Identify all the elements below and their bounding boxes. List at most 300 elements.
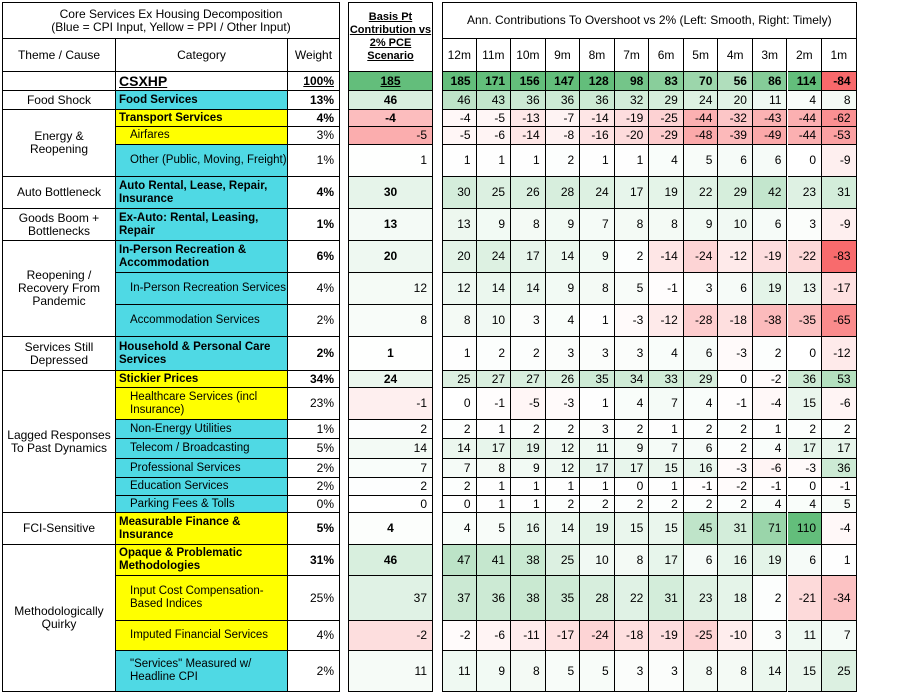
row-bps-text: 12 [413, 281, 427, 295]
row-value-text: -14 [660, 249, 678, 263]
row-value-text: 8 [636, 552, 644, 567]
col-period-text: 9m [554, 47, 571, 62]
row-value [615, 241, 650, 273]
row-value-text: 3 [636, 346, 644, 360]
row-value [615, 621, 650, 651]
row-value-text: 15 [664, 521, 678, 535]
row-weight-text: 2% [316, 479, 334, 493]
row-value [718, 621, 753, 651]
row-weight [288, 621, 340, 651]
row-bps [348, 91, 433, 110]
row-value-text: 34 [629, 371, 644, 386]
row-category [116, 177, 288, 209]
row-value [580, 459, 615, 478]
row-value [615, 439, 650, 459]
row-category-text: Education Services [130, 480, 229, 492]
row-value [511, 496, 546, 513]
row-value-text: 15 [629, 521, 644, 535]
row-value-text: 5 [843, 496, 851, 511]
row-value-text: 6 [774, 153, 782, 167]
row-bps-text: 0 [420, 496, 427, 511]
row-value [580, 651, 615, 692]
row-weight [288, 145, 340, 177]
row-value-text: 5 [567, 663, 575, 678]
theme-label [2, 91, 116, 110]
table-subtitle: (Blue = CPI Input, Yellow = PPI / Other Input) [51, 19, 291, 34]
row-value-text: 2 [532, 346, 540, 360]
row-value-text: -14 [522, 128, 540, 142]
row-bps [348, 145, 433, 177]
row-value-text: 17 [491, 441, 506, 455]
row-bps-text: 11 [414, 663, 427, 678]
row-value [615, 127, 650, 145]
theme-label-text: Services Still Depressed [24, 339, 94, 367]
row-bps [348, 337, 433, 371]
row-bps [348, 177, 433, 209]
row-value-text: 25 [837, 663, 851, 678]
row-value-text: 4 [671, 346, 678, 360]
col-period-text: 7m [623, 47, 640, 62]
row-category [116, 273, 288, 305]
row-value [442, 651, 477, 692]
row-value [580, 241, 615, 273]
row-value [580, 145, 615, 177]
row-value [649, 305, 684, 337]
row-value-text: 4 [809, 92, 817, 107]
row-bps-text: 4 [387, 521, 394, 535]
row-value [788, 420, 823, 439]
row-value [615, 209, 650, 241]
row-category [116, 305, 288, 337]
row-value-text: 1 [532, 496, 540, 511]
row-value [718, 513, 753, 545]
row-value-text: 29 [733, 185, 747, 199]
row-value-text: 2 [740, 421, 747, 436]
row-value-text: 10 [733, 217, 747, 231]
row-value-text: 26 [560, 371, 575, 386]
row-value [822, 621, 857, 651]
row-value-text: 27 [491, 371, 506, 386]
row-value [649, 209, 684, 241]
row-value [442, 273, 477, 305]
row-value [477, 371, 512, 388]
row-value-text: 7 [463, 460, 471, 475]
row-value-text: 0 [809, 479, 817, 493]
row-value-text: 9 [532, 460, 540, 475]
row-value-text: -44 [798, 110, 817, 125]
row-bps [348, 496, 433, 513]
row-value [442, 209, 477, 241]
row-weight-text: 2% [316, 663, 334, 678]
row-value [511, 478, 546, 496]
row-value-text: 36 [802, 371, 817, 386]
row-value-text: -8 [563, 128, 575, 142]
row-value [477, 209, 512, 241]
row-weight [288, 337, 340, 371]
row-value-text: 32 [629, 92, 644, 107]
row-value [442, 110, 477, 127]
row-value [580, 478, 615, 496]
row-value-text: 3 [636, 663, 644, 678]
row-value [822, 576, 857, 621]
row-value [649, 651, 684, 692]
row-value-text: 2 [740, 496, 747, 511]
row-category [116, 91, 288, 110]
row-category [116, 145, 288, 177]
row-value [753, 545, 788, 576]
row-value [649, 621, 684, 651]
row-value [822, 127, 857, 145]
row-value-text: 33 [664, 371, 678, 386]
row-value-text: 8 [705, 663, 713, 678]
row-value-text: 2 [602, 496, 609, 511]
row-value-text: -1 [701, 479, 713, 493]
row-value-text: -6 [494, 628, 506, 642]
row-value [684, 337, 719, 371]
row-value [546, 545, 581, 576]
row-value [546, 177, 581, 209]
row-weight [288, 371, 340, 388]
theme-label-text: Food Shock [26, 92, 92, 107]
row-weight-text: 31% [309, 552, 334, 567]
row-value [822, 513, 857, 545]
row-category [116, 337, 288, 371]
row-value-text: 3 [774, 628, 782, 642]
row-value-text: 19 [768, 281, 782, 295]
row-value-text: -35 [798, 313, 817, 327]
col-period [477, 39, 512, 72]
row-value [477, 110, 512, 127]
row-value [788, 388, 823, 420]
row-value-text: -1 [494, 396, 506, 410]
row-value-text: 2 [671, 496, 678, 511]
row-value [477, 651, 512, 692]
row-value-text: 9 [636, 441, 644, 455]
row-weight [288, 388, 340, 420]
row-value [649, 439, 684, 459]
row-value [753, 145, 788, 177]
row-value [615, 545, 650, 576]
row-value-text: 46 [457, 92, 471, 107]
col-weight-text: Weight [294, 47, 333, 62]
row-category-text: Transport Services [119, 111, 223, 124]
row-category [116, 241, 288, 273]
row-value [546, 241, 581, 273]
row-value-text: -49 [764, 128, 782, 142]
row-value [442, 576, 477, 621]
row-value-text: -4 [770, 396, 782, 410]
row-value [477, 127, 512, 145]
row-bps [348, 576, 433, 621]
row-value [684, 241, 719, 273]
theme-blank [2, 72, 116, 91]
row-value-text: 2 [705, 421, 713, 436]
row-value [788, 127, 823, 145]
row-value [753, 651, 788, 692]
row-value-text: 28 [560, 185, 575, 199]
row-value [477, 439, 512, 459]
row-bps-text: 46 [383, 92, 398, 107]
row-value-text: 71 [768, 521, 782, 535]
row-value-text: 11 [803, 628, 817, 642]
row-value [718, 305, 753, 337]
col-period-text: 5m [692, 47, 709, 62]
row-weight-text: 13% [309, 92, 334, 107]
row-value-text: 0 [636, 479, 644, 493]
theme-label-text: Goods Boom + Bottlenecks [18, 210, 100, 238]
row-value-text: 6 [774, 217, 782, 231]
row-value-text: 4 [774, 496, 782, 511]
row-weight-text: 0% [316, 496, 334, 511]
row-value [615, 305, 650, 337]
row-bps-text: -2 [416, 628, 427, 642]
row-value-text: -38 [764, 313, 782, 327]
row-value [822, 388, 857, 420]
row-value-text: 4 [774, 441, 782, 455]
row-value [546, 420, 581, 439]
row-category-text: CSXHP [119, 72, 168, 89]
row-value [511, 209, 546, 241]
row-value-text: -19 [764, 249, 782, 263]
row-value [546, 576, 581, 621]
row-value [684, 72, 719, 91]
row-value-text: -84 [833, 73, 851, 88]
row-value [546, 439, 581, 459]
row-value-text: 10 [491, 313, 506, 327]
row-weight-text: 25% [309, 590, 334, 605]
row-value [442, 545, 477, 576]
col-period [580, 39, 615, 72]
row-value [718, 388, 753, 420]
row-value [442, 513, 477, 545]
row-value [511, 72, 546, 91]
row-value-text: 36 [837, 460, 851, 475]
row-value [684, 177, 719, 209]
row-value-text: 17 [664, 552, 678, 567]
row-value-text: -83 [833, 249, 851, 263]
row-value [511, 439, 546, 459]
row-value-text: 19 [664, 185, 678, 199]
theme-label [2, 513, 116, 545]
row-value-text: -3 [736, 460, 747, 475]
row-value [649, 91, 684, 110]
row-value [788, 305, 823, 337]
row-bps-text: 2 [420, 479, 427, 493]
row-value-text: -24 [695, 249, 713, 263]
bps-header [348, 2, 433, 72]
row-value [580, 305, 615, 337]
row-value [442, 305, 477, 337]
row-value-text: -3 [736, 346, 747, 360]
row-value-text: 2 [843, 421, 851, 436]
row-value [580, 420, 615, 439]
row-weight-text: 4% [316, 185, 334, 199]
row-value [477, 388, 512, 420]
row-value-text: 3 [671, 663, 678, 678]
col-period-text: 10m [516, 47, 540, 62]
row-value-text: 8 [532, 217, 540, 231]
row-value [718, 145, 753, 177]
row-value [718, 241, 753, 273]
row-value [649, 576, 684, 621]
row-value-text: -17 [833, 281, 851, 295]
row-value-text: 5 [602, 663, 609, 678]
row-value-text: 2 [636, 249, 644, 263]
row-value-text: 47 [457, 552, 471, 567]
row-bps-text: 7 [420, 460, 427, 475]
row-value-text: 6 [705, 552, 713, 567]
row-value-text: -1 [667, 281, 678, 295]
row-category [116, 209, 288, 241]
row-value-text: 3 [602, 346, 609, 360]
row-value [442, 371, 477, 388]
col-period-text: 8m [588, 47, 606, 62]
row-value-text: 25 [491, 185, 506, 199]
col-period-text: 6m [657, 47, 675, 62]
row-value [442, 478, 477, 496]
row-category-text: Professional Services [130, 461, 241, 474]
row-value-text: 156 [519, 73, 540, 88]
row-value [511, 177, 546, 209]
row-value-text: 8 [498, 460, 506, 475]
row-value [788, 241, 823, 273]
row-value-text: 1 [774, 421, 782, 436]
row-value-text: -32 [729, 110, 747, 125]
row-value-text: 22 [629, 590, 644, 605]
row-value-text: 19 [595, 521, 609, 535]
row-value [477, 337, 512, 371]
row-value-text: 147 [554, 73, 575, 88]
row-value [546, 72, 581, 91]
row-value-text: 1 [602, 153, 609, 167]
row-value-text: -19 [660, 628, 678, 642]
row-value [442, 177, 477, 209]
row-weight [288, 545, 340, 576]
row-value-text: 0 [809, 346, 817, 360]
row-bps-text: 8 [420, 313, 427, 327]
row-bps [348, 388, 433, 420]
row-value [788, 110, 823, 127]
row-value-text: 12 [457, 281, 471, 295]
col-category [116, 39, 288, 72]
row-value-text: 8 [740, 663, 747, 678]
row-category [116, 420, 288, 439]
row-value [788, 621, 823, 651]
row-value [822, 337, 857, 371]
theme-label [2, 545, 116, 692]
row-value-text: 23 [699, 590, 713, 605]
row-value-text: 17 [802, 441, 817, 455]
row-value-text: 2 [567, 421, 575, 436]
row-weight-text: 1% [316, 217, 334, 231]
row-value [684, 127, 719, 145]
row-bps [348, 621, 433, 651]
theme-label-text: Lagged Responses To Past Dynamics [7, 427, 111, 455]
row-value-text: 16 [699, 460, 713, 475]
col-period [546, 39, 581, 72]
row-category-text: "Services" Measured w/ Headline CPI [130, 658, 252, 683]
row-bps-text: 46 [383, 552, 398, 567]
row-value [649, 145, 684, 177]
row-value [580, 621, 615, 651]
row-value [788, 177, 823, 209]
row-value-text: 2 [809, 421, 817, 436]
row-value-text: 25 [457, 371, 471, 386]
row-value-text: 19 [526, 441, 540, 455]
row-value-text: 3 [705, 281, 713, 295]
row-bps [348, 439, 433, 459]
row-value [477, 513, 512, 545]
row-value-text: 17 [629, 460, 644, 475]
row-value-text: 9 [498, 217, 506, 231]
row-weight-text: 5% [316, 521, 334, 535]
col-period [718, 39, 753, 72]
row-weight-text: 1% [316, 153, 334, 167]
row-value-text: 8 [671, 217, 678, 231]
row-bps-text: 30 [383, 185, 398, 199]
row-value-text: 0 [463, 396, 471, 410]
row-value [684, 513, 719, 545]
row-value-text: 1 [602, 396, 609, 410]
row-value-text: 19 [768, 552, 782, 567]
row-value-text: 11 [458, 663, 471, 678]
row-value-text: 1 [498, 153, 506, 167]
row-bps-text: 2 [420, 421, 427, 436]
row-bps-text: 37 [413, 590, 427, 605]
row-value [442, 496, 477, 513]
row-value-text: 2 [636, 496, 644, 511]
row-value [511, 459, 546, 478]
row-value-text: 11 [769, 92, 782, 107]
row-value-text: 27 [526, 371, 540, 386]
row-value [511, 420, 546, 439]
row-value-text: -6 [839, 396, 851, 410]
theme-label [2, 371, 116, 513]
row-weight [288, 72, 340, 91]
row-value [546, 513, 581, 545]
row-value-text: 8 [602, 281, 609, 295]
row-value [511, 576, 546, 621]
row-value-text: -14 [591, 110, 609, 125]
row-value [580, 209, 615, 241]
row-value-text: 1 [498, 479, 506, 493]
row-value-text: -20 [625, 128, 644, 142]
row-value [822, 420, 857, 439]
row-value [615, 145, 650, 177]
row-value [615, 496, 650, 513]
col-period-text: 11m [482, 47, 505, 62]
row-category-text: Ex-Auto: Rental, Leasing, Repair [119, 211, 259, 237]
row-value [477, 305, 512, 337]
ann-header-text: Ann. Contributions To Overshoot vs 2% (Left: Smooth, Right: Timely) [466, 13, 832, 27]
row-bps-text: 185 [380, 73, 401, 88]
row-value [788, 209, 823, 241]
row-value [511, 91, 546, 110]
row-value [477, 72, 512, 91]
row-value [753, 177, 788, 209]
row-value [718, 459, 753, 478]
row-value [442, 439, 477, 459]
row-value [718, 478, 753, 496]
row-weight [288, 478, 340, 496]
row-weight-text: 2% [316, 313, 334, 327]
theme-label [2, 337, 116, 371]
row-value [753, 305, 788, 337]
row-value-text: -25 [660, 110, 678, 125]
row-value-text: 6 [705, 346, 713, 360]
row-value-text: 1 [843, 552, 851, 567]
row-weight [288, 241, 340, 273]
